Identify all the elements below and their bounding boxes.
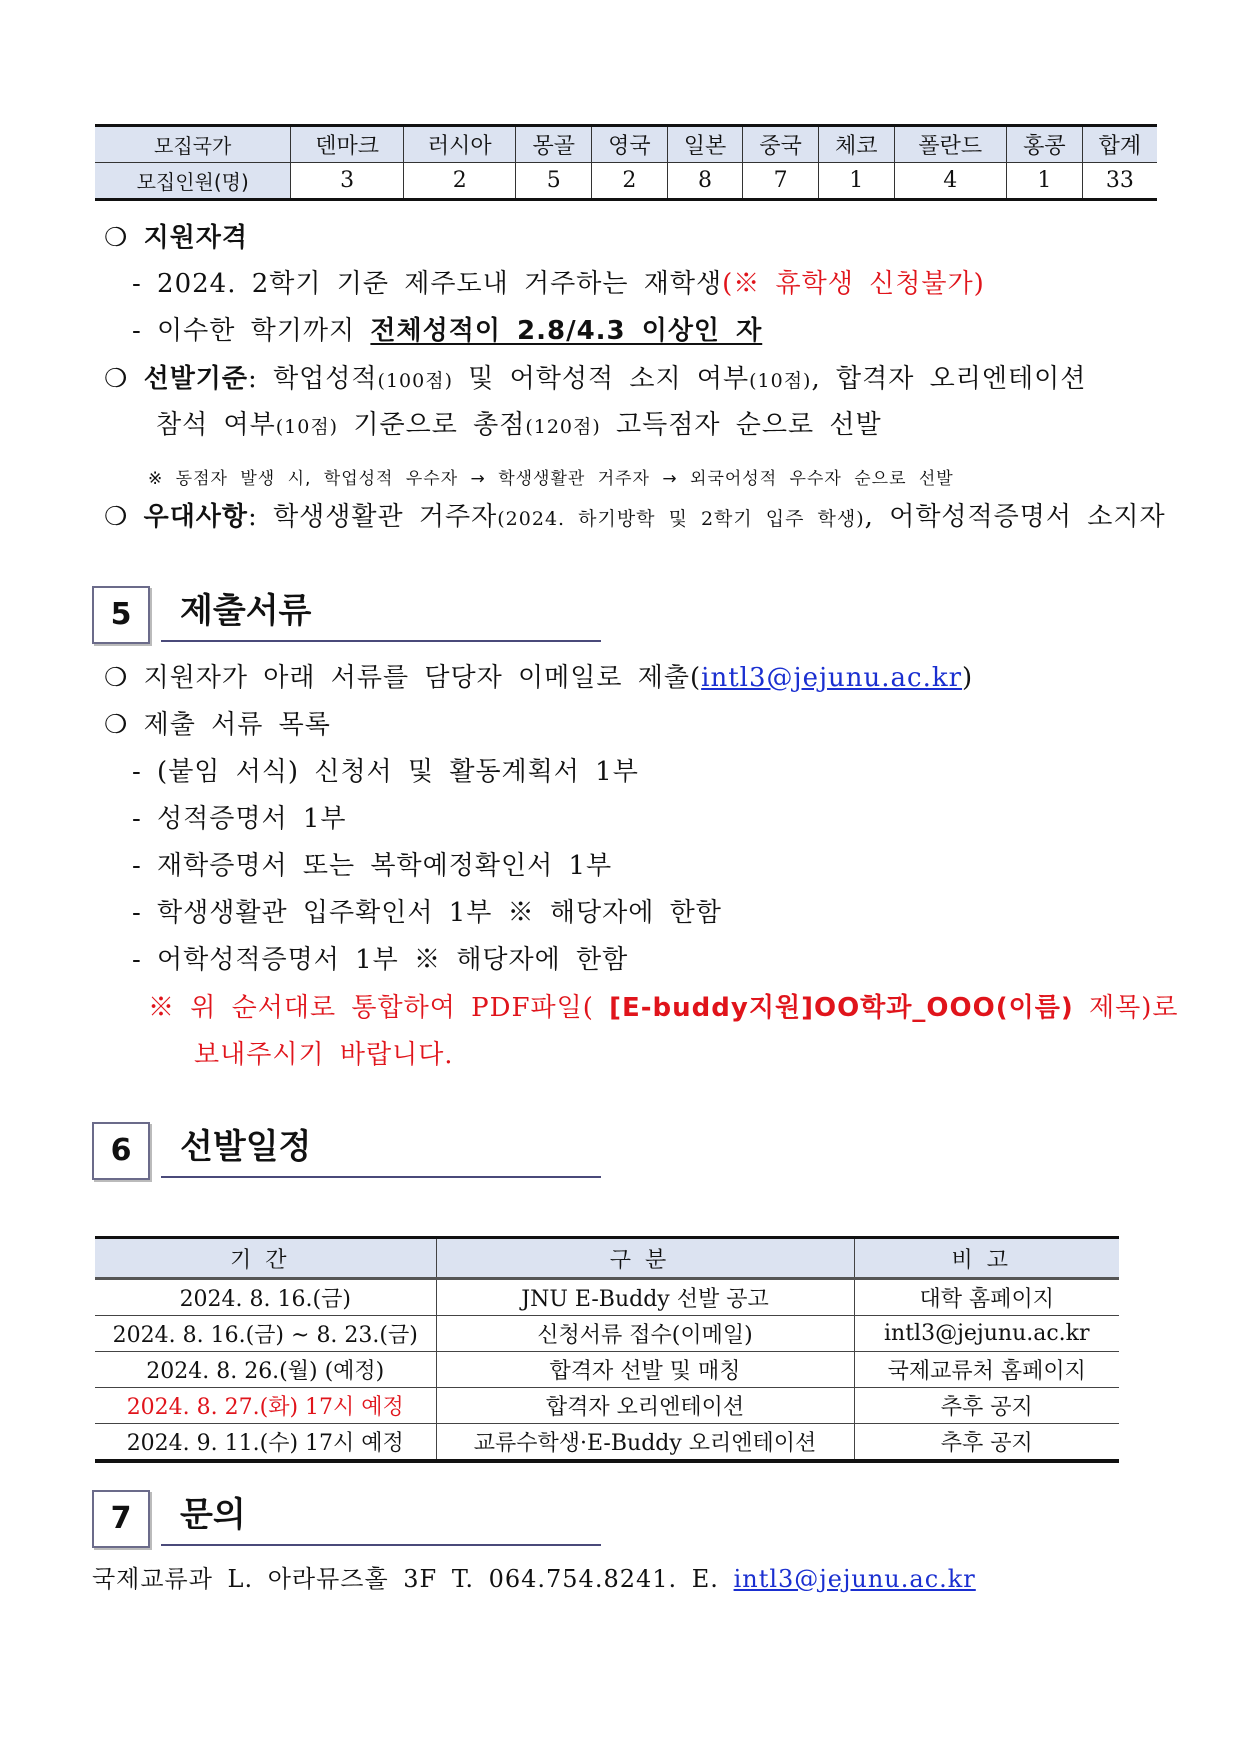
- country-header: 일본: [667, 126, 743, 163]
- count-cell: 8: [667, 163, 743, 200]
- table-header: 모집국가: [95, 126, 291, 163]
- list-item: - 성적증명서 1부: [132, 804, 347, 834]
- cell: 2024. 8. 16.(금) ~ 8. 23.(금): [95, 1316, 436, 1352]
- item-text: - 2024. 2학기 기준 제주도내 거주하는 재학생: [132, 269, 723, 299]
- text: 제목)로: [1073, 993, 1179, 1023]
- text: : 학생생활관 거주자: [248, 502, 498, 532]
- heading-text: 선발기준: [143, 364, 249, 394]
- text: , 어학성적증명서 소지자: [864, 502, 1166, 532]
- cell: 합격자 오리엔테이션: [436, 1388, 854, 1424]
- section-number: 5: [92, 586, 150, 644]
- eligibility-item: [132, 313, 762, 349]
- text: 지원자가 아래 서류를 담당자 이메일로 제출(: [143, 663, 702, 693]
- country-header: 합계: [1082, 126, 1157, 163]
- count-cell: 1: [818, 163, 894, 200]
- cell: 교류수학생·E-Buddy 오리엔테이션: [436, 1424, 854, 1462]
- column-header: 비고: [854, 1238, 1119, 1279]
- circle-bullet-icon: ❍: [104, 223, 129, 253]
- eligibility-heading: [104, 220, 248, 256]
- count-cell: 33: [1082, 163, 1157, 200]
- cell: 신청서류 접수(이메일): [436, 1316, 854, 1352]
- text: (100점): [377, 370, 453, 392]
- text: (10점): [749, 370, 812, 392]
- section-number: 7: [92, 1490, 150, 1548]
- text: 참석 여부: [156, 410, 276, 440]
- pdf-notice: [148, 990, 1178, 1026]
- cell: 2024. 8. 16.(금): [95, 1279, 436, 1316]
- text: , 합격자 오리엔테이션: [811, 364, 1087, 394]
- circle-bullet-icon: ❍: [104, 710, 129, 740]
- cell: JNU E-Buddy 선발 공고: [436, 1279, 854, 1316]
- emphasis-text: 전체성적이 2.8/4.3 이상인 자: [370, 316, 763, 346]
- text: 및 어학성적 소지 여부: [453, 364, 750, 394]
- table-row-label: 모집인원(명): [95, 163, 291, 200]
- column-header: 기간: [95, 1238, 436, 1279]
- cell: 대학 홈페이지: [854, 1279, 1119, 1316]
- country-header: 몽골: [516, 126, 592, 163]
- warning-text: (※ 휴학생 신청불가): [722, 269, 985, 299]
- text: (120점): [525, 416, 601, 438]
- section-title: 문의: [180, 1495, 246, 1535]
- cell: 2024. 9. 11.(수) 17시 예정: [95, 1424, 436, 1462]
- heading-text: 지원자격: [143, 223, 249, 253]
- count-cell: 3: [291, 163, 404, 200]
- text: 제출 서류 목록: [143, 710, 331, 740]
- section-underline: [161, 1544, 601, 1546]
- cell: 합격자 선발 및 매칭: [436, 1352, 854, 1388]
- filename-format: [E-buddy지원]OO학과_OOO(이름): [609, 993, 1074, 1023]
- table-row: [95, 1316, 1119, 1352]
- section-title: 선발일정: [180, 1127, 312, 1167]
- pdf-notice-cont: 보내주시기 바랍니다.: [194, 1040, 454, 1070]
- schedule-table: [95, 1236, 1119, 1463]
- country-header: 덴마크: [291, 126, 404, 163]
- table-row: [95, 1388, 1119, 1424]
- item-text: - 이수한 학기까지: [132, 316, 371, 346]
- email-link[interactable]: intl3@jejunu.ac.kr: [701, 663, 963, 693]
- country-header: 체코: [818, 126, 894, 163]
- text: (2024. 하기방학 및 2학기 입주 학생): [497, 508, 865, 530]
- section-number: 6: [92, 1122, 150, 1180]
- heading-text: 우대사항: [143, 502, 249, 532]
- count-cell: 7: [743, 163, 819, 200]
- text: 고득점자 순으로 선발: [600, 410, 882, 440]
- cell: 2024. 8. 26.(월) (예정): [95, 1352, 436, 1388]
- column-header: 구분: [436, 1238, 854, 1279]
- preference: [104, 499, 1166, 537]
- text: ): [962, 663, 974, 693]
- text: 국제교류과 L. 아라뮤즈홀 3F T. 064.754.8241. E.: [92, 1565, 734, 1593]
- selection-criteria: [104, 361, 1086, 399]
- section-underline: [161, 1176, 601, 1178]
- country-header: 중국: [743, 126, 819, 163]
- country-header: 폴란드: [894, 126, 1007, 163]
- list-item: - (붙임 서식) 신청서 및 활동계획서 1부: [132, 757, 639, 787]
- cell: 2024. 8. 27.(화) 17시 예정: [95, 1388, 436, 1424]
- circle-bullet-icon: ❍: [104, 663, 129, 693]
- text: (10점): [275, 416, 339, 438]
- eligibility-item: [132, 266, 985, 302]
- cell: intl3@jejunu.ac.kr: [854, 1316, 1119, 1352]
- list-item: - 학생생활관 입주확인서 1부 ※ 해당자에 한함: [132, 898, 722, 928]
- table-row: [95, 1424, 1119, 1462]
- section-underline: [161, 640, 601, 642]
- circle-bullet-icon: ❍: [104, 364, 129, 394]
- text: : 학업성적: [248, 364, 378, 394]
- country-header: 영국: [592, 126, 668, 163]
- cell: 추후 공지: [854, 1424, 1119, 1462]
- text: ※ 위 순서대로 통합하여 PDF파일(: [148, 993, 610, 1023]
- list-item: - 재학증명서 또는 복학예정확인서 1부: [132, 851, 613, 881]
- email-link[interactable]: intl3@jejunu.ac.kr: [733, 1565, 976, 1593]
- country-header: 러시아: [403, 126, 516, 163]
- list-item: - 어학성적증명서 1부 ※ 해당자에 한함: [132, 945, 629, 975]
- circle-bullet-icon: ❍: [104, 502, 129, 532]
- text: 기준으로 총점: [338, 410, 526, 440]
- recruitment-table: [95, 124, 1157, 201]
- count-cell: 2: [403, 163, 516, 200]
- cell: 국제교류처 홈페이지: [854, 1352, 1119, 1388]
- table-row: [95, 1279, 1119, 1316]
- tie-break-note: ※ 동점자 발생 시, 학업성적 우수자 → 학생생활관 거주자 → 외국어성적 우수자 순으로 선발: [148, 469, 954, 489]
- selection-criteria-cont: [156, 407, 882, 445]
- section-title: 제출서류: [180, 591, 312, 631]
- submission-line: [104, 660, 973, 696]
- document-list-heading: [104, 707, 331, 743]
- cell: 추후 공지: [854, 1388, 1119, 1424]
- table-row: [95, 1352, 1119, 1388]
- count-cell: 4: [894, 163, 1007, 200]
- contact-info: [92, 1561, 976, 1597]
- country-header: 홍콩: [1007, 126, 1083, 163]
- count-cell: 2: [592, 163, 668, 200]
- count-cell: 5: [516, 163, 592, 200]
- count-cell: 1: [1007, 163, 1083, 200]
